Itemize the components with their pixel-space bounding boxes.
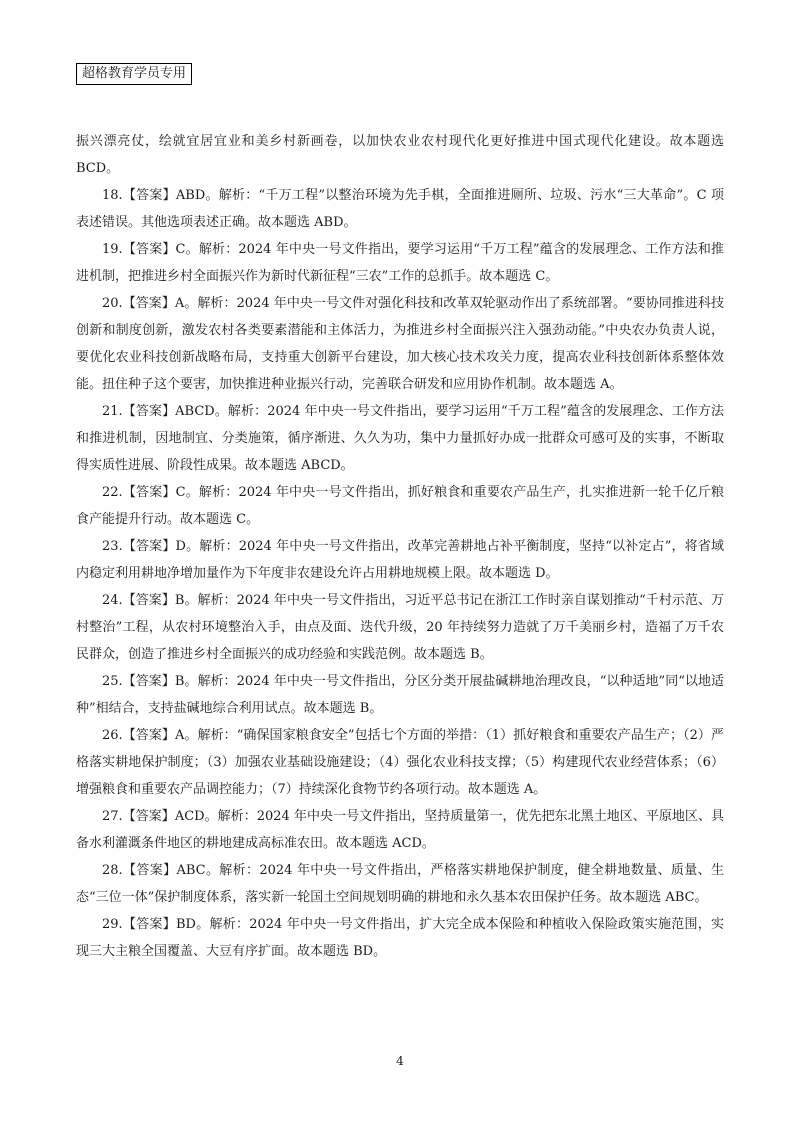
paragraph-answer-22: 22.【答案】C。解析：2024 年中央一号文件指出，抓好粮食和重要农产品生产，扎实推进新一轮千亿斤粮食产能提升行动。故本题选 C。	[76, 485, 724, 527]
paragraph-answer-19: 19.【答案】C。解析：2024 年中央一号文件指出，要学习运用“千万工程”蕴含的发展理念、工作方法和推进机制，把推进乡村全面振兴作为新时代新征程“三农”工作的总抓手。故本题选 C。	[76, 242, 724, 284]
paragraph-answer-28: 28.【答案】ABC。解析：2024 年中央一号文件指出，严格落实耕地保护制度，健全耕地数量、质量、生态“三位一体”保护制度体系，落实新一轮国土空间规划明确的耕地和永久基本农田保护任务。故本题选 ABC。	[76, 863, 724, 905]
paragraph-answer-29: 29.【答案】BD。解析：2024 年中央一号文件指出，扩大完全成本保险和种植收入保险政策实施范围，实现三大主粮全国覆盖、大豆有序扩面。故本题选 BD。	[76, 917, 724, 959]
paragraph-answer-18: 18.【答案】ABD。解析：“千万工程”以整治环境为先手棋，全面推进厕所、垃圾、污水“三大革命”。C 项表述错误。其他选项表述正确。故本题选 ABD。	[76, 188, 724, 230]
answer-explanations	[76, 128, 724, 965]
paragraph-answer-21: 21.【答案】ABCD。解析：2024 年中央一号文件指出，要学习运用“千万工程”蕴含的发展理念、工作方法和推进机制，因地制宜、分类施策，循序渐进、久久为功，集中力量抓好办成一批群众可感可及的实事，不断取得实质性进展、阶段性成果。故本题选 ABCD。	[76, 404, 724, 473]
paragraph-answer-24: 24.【答案】B。解析：2024 年中央一号文件指出，习近平总书记在浙江工作时亲自谋划推动“千村示范、万村整治”工程，从农村环境整治入手，由点及面、迭代升级，20 年持续努力造就了万千美丽乡村，造福了万千农民群众，创造了推进乡村全面振兴的成功经验和实践范例。故本题选 B。	[76, 593, 724, 662]
paragraph-answer-25: 25.【答案】B。解析：2024 年中央一号文件指出，分区分类开展盐碱耕地治理改良，“以种适地”同“以地适种”相结合，支持盐碱地综合利用试点。故本题选 B。	[76, 674, 724, 716]
paragraph-answer-23: 23.【答案】D。解析：2024 年中央一号文件指出，改革完善耕地占补平衡制度，坚持“以补定占”，将省域内稳定利用耕地净增加量作为下年度非农建设允许占用耕地规模上限。故本题选 D。	[76, 539, 724, 581]
page-number: 4	[396, 1054, 404, 1068]
paragraph-continuation-17: 振兴漂亮仗，绘就宜居宜业和美乡村新画卷，以加快农业农村现代化更好推进中国式现代化建设。故本题选 BCD。	[76, 134, 724, 176]
paragraph-answer-27: 27.【答案】ACD。解析：2024 年中央一号文件指出，坚持质量第一，优先把东北黑土地区、平原地区、具备水利灌溉条件地区的耕地建成高标准农田。故本题选 ACD。	[76, 809, 724, 851]
paragraph-answer-26: 26.【答案】A。解析：“确保国家粮食安全”包括七个方面的举措：（1）抓好粮食和重要农产品生产；（2）严格落实耕地保护制度；（3）加强农业基础设施建设；（4）强化农业科技支撑；（5）构建现代农业经营体系；（6）增强粮食和重要农产品调控能力；（7）持续深化食物节约各项行动。故本题选 A。	[76, 728, 724, 797]
header-label: 超格教育学员专用	[76, 63, 192, 85]
paragraph-answer-20: 20.【答案】A。解析：2024 年中央一号文件对强化科技和改革双轮驱动作出了系统部署。“要协同推进科技创新和制度创新，激发农村各类要素潜能和主体活力，为推进乡村全面振兴注入强劲动能。”中央农办负责人说，要优化农业科技创新战略布局，支持重大创新平台建设，加大核心技术攻关力度，提高农业科技创新体系整体效能。扭住种子这个要害，加快推进种业振兴行动，完善联合研发和应用协作机制。故本题选 A。	[76, 296, 724, 392]
